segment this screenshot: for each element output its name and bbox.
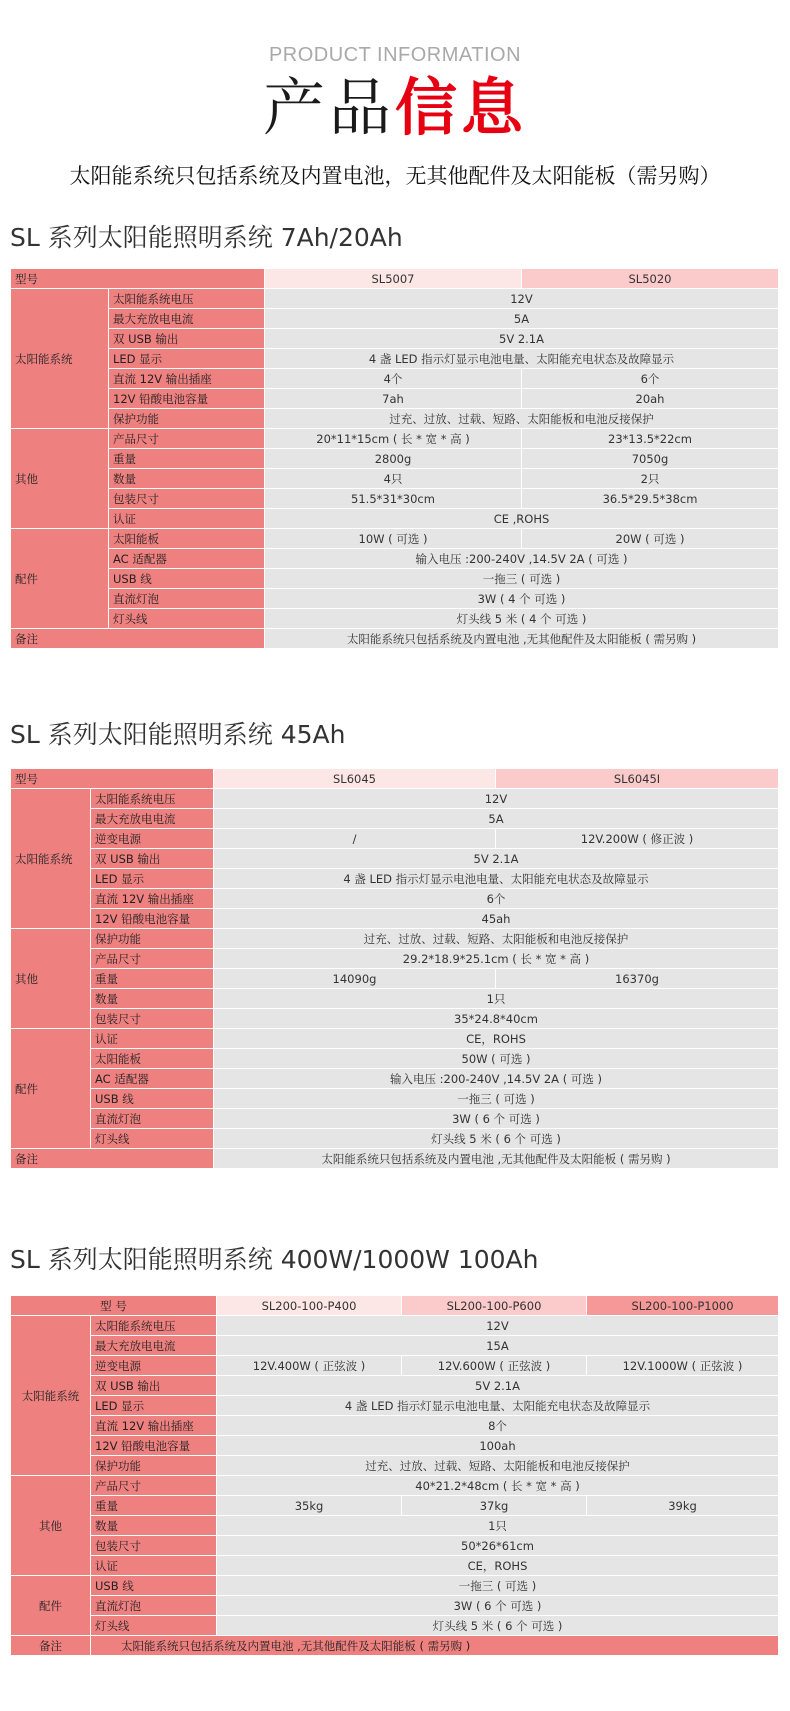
group-label-accessory: 配件 <box>11 1576 91 1636</box>
table-row <box>11 449 779 469</box>
table-row <box>11 969 779 989</box>
cell-value: 35kg <box>217 1496 402 1516</box>
cell-value: 5A <box>214 809 779 829</box>
row-label: 太阳能系统电压 <box>91 789 214 809</box>
cell-value: 14090g <box>214 969 496 989</box>
table-row <box>11 909 779 929</box>
group-label-solar: 太阳能系统 <box>11 1316 91 1476</box>
cell-value: 12V.200W ( 修正波 ) <box>496 829 779 849</box>
table-row <box>11 349 779 369</box>
row-label: 保护功能 <box>109 409 265 429</box>
cell-value: 输入电压 :200-240V ,14.5V 2A ( 可选 ) <box>214 1069 779 1089</box>
cell-value: / <box>214 829 496 849</box>
table-row <box>11 329 779 349</box>
cell-value: 50*26*61cm <box>217 1536 779 1556</box>
table-row <box>11 1049 779 1069</box>
table-row <box>11 1496 779 1516</box>
row-label: 数量 <box>91 1516 217 1536</box>
row-label: 数量 <box>91 989 214 1009</box>
model-name: SL6045I <box>496 769 779 789</box>
row-label: 灯头线 <box>91 1616 217 1636</box>
table-row <box>11 869 779 889</box>
cell-value: 100ah <box>217 1436 779 1456</box>
cell-value: 37kg <box>402 1496 587 1516</box>
cell-value: 3W ( 6 个 可选 ) <box>214 1109 779 1129</box>
table-row <box>11 949 779 969</box>
table-row <box>11 1129 779 1149</box>
cell-value: 40*21.2*48cm ( 长 * 宽 * 高 ) <box>217 1476 779 1496</box>
row-label: USB 线 <box>91 1089 214 1109</box>
row-label: 双 USB 输出 <box>91 1376 217 1396</box>
cell-value: 6个 <box>522 369 779 389</box>
table-row <box>11 1436 779 1456</box>
cell-value: 20*11*15cm ( 长 * 宽 * 高 ) <box>265 429 522 449</box>
table-row <box>11 1069 779 1089</box>
cell-value: 29.2*18.9*25.1cm ( 长 * 宽 * 高 ) <box>214 949 779 969</box>
model-label: 型号 <box>11 769 214 789</box>
row-label: 保护功能 <box>91 929 214 949</box>
table-row <box>11 1149 779 1169</box>
note-label: 备注 <box>11 1636 91 1656</box>
table-row <box>11 1356 779 1376</box>
row-label: 直流灯泡 <box>109 589 265 609</box>
table-row <box>11 489 779 509</box>
table-row <box>11 1556 779 1576</box>
row-label: 12V 铅酸电池容量 <box>91 909 214 929</box>
note-label: 备注 <box>11 629 265 649</box>
cell-value: CE，ROHS <box>217 1556 779 1576</box>
cell-value: 4个 <box>265 369 522 389</box>
cell-value: 灯头线 5 米 ( 6 个 可选 ) <box>217 1616 779 1636</box>
group-label-accessory: 配件 <box>11 529 109 629</box>
table-row <box>11 1376 779 1396</box>
cell-value: 7ah <box>265 389 522 409</box>
group-label-accessory: 配件 <box>11 1029 91 1149</box>
cell-value: 一拖三 ( 可选 ) <box>265 569 779 589</box>
cell-value: 15A <box>217 1336 779 1356</box>
row-label: 直流灯泡 <box>91 1109 214 1129</box>
row-label: 包装尺寸 <box>91 1536 217 1556</box>
row-label: 灯头线 <box>109 609 265 629</box>
row-label: 12V 铅酸电池容量 <box>91 1436 217 1456</box>
table-row <box>11 1456 779 1476</box>
cell-value: 12V <box>214 789 779 809</box>
table-row <box>11 809 779 829</box>
row-label: 最大充放电电流 <box>91 809 214 829</box>
group-label-other: 其他 <box>11 929 91 1029</box>
table-row <box>11 1636 779 1656</box>
table3 <box>10 1295 779 1656</box>
row-label: 12V 铅酸电池容量 <box>109 389 265 409</box>
group-label-other: 其他 <box>11 429 109 529</box>
header-en-title: PRODUCT INFORMATION <box>268 44 522 66</box>
cell-value: 2只 <box>522 469 779 489</box>
cell-value: 1只 <box>217 1516 779 1536</box>
model-label: 型号 <box>11 269 265 289</box>
row-label: AC 适配器 <box>91 1069 214 1089</box>
table-row <box>11 989 779 1009</box>
row-label: LED 显示 <box>91 869 214 889</box>
table2 <box>10 768 779 1169</box>
table-row <box>11 309 779 329</box>
cell-value: 12V.600W ( 正弦波 ) <box>402 1356 587 1376</box>
cell-value: 过充、过放、过载、短路、太阳能板和电池反接保护 <box>217 1456 779 1476</box>
table-row <box>11 789 779 809</box>
cell-value: 10W ( 可选 ) <box>265 529 522 549</box>
cell-value: 5V 2.1A <box>214 849 779 869</box>
table-row <box>11 469 779 489</box>
note-label: 备注 <box>11 1149 214 1169</box>
row-label: 数量 <box>109 469 265 489</box>
cell-value: 1只 <box>214 989 779 1009</box>
cell-value: 灯头线 5 米 ( 6 个 可选 ) <box>214 1129 779 1149</box>
row-label: 太阳能系统电压 <box>91 1316 217 1336</box>
table1-title: SL 系列太阳能照明系统 7Ah/20Ah <box>10 223 403 252</box>
row-label: 太阳能板 <box>109 529 265 549</box>
row-label: 最大充放电电流 <box>91 1336 217 1356</box>
row-label: 认证 <box>109 509 265 529</box>
table-row <box>11 1596 779 1616</box>
group-label-solar: 太阳能系统 <box>11 789 91 929</box>
note-text: 太阳能系统只包括系统及内置电池 ,无其他配件及太阳能板 ( 需另购 ) <box>214 1149 779 1169</box>
table-row <box>11 929 779 949</box>
cell-value: 4只 <box>265 469 522 489</box>
table-row <box>11 1416 779 1436</box>
row-label: 产品尺寸 <box>109 429 265 449</box>
model-name: SL6045 <box>214 769 496 789</box>
row-label: LED 显示 <box>91 1396 217 1416</box>
table2-title: SL 系列太阳能照明系统 45Ah <box>10 720 346 749</box>
cell-value: 50W ( 可选 ) <box>214 1049 779 1069</box>
row-label: 灯头线 <box>91 1129 214 1149</box>
cell-value: 输入电压 :200-240V ,14.5V 2A ( 可选 ) <box>265 549 779 569</box>
table1 <box>10 268 779 649</box>
table-row <box>11 769 779 789</box>
title-red-part: 信息 <box>395 71 528 144</box>
row-label: AC 适配器 <box>109 549 265 569</box>
cell-value: 5A <box>265 309 779 329</box>
cell-value: 36.5*29.5*38cm <box>522 489 779 509</box>
cell-value: 16370g <box>496 969 779 989</box>
cell-value: 12V <box>217 1316 779 1336</box>
row-label: 直流 12V 输出插座 <box>91 889 214 909</box>
cell-value: CE ,ROHS <box>265 509 779 529</box>
table-row <box>11 1576 779 1596</box>
row-label: 产品尺寸 <box>91 1476 217 1496</box>
table-row <box>11 429 779 449</box>
cell-value: 一拖三 ( 可选 ) <box>217 1576 779 1596</box>
cell-value: 39kg <box>587 1496 779 1516</box>
cell-value: 20W ( 可选 ) <box>522 529 779 549</box>
row-label: 重量 <box>91 969 214 989</box>
table-row <box>11 509 779 529</box>
cell-value: 一拖三 ( 可选 ) <box>214 1089 779 1109</box>
row-label: 太阳能系统电压 <box>109 289 265 309</box>
model-name: SL5020 <box>522 269 779 289</box>
row-label: 认证 <box>91 1556 217 1576</box>
title-black-part: 产品 <box>262 71 395 144</box>
cell-value: 6个 <box>214 889 779 909</box>
table-row <box>11 829 779 849</box>
cell-value: 3W ( 6 个 可选 ) <box>217 1596 779 1616</box>
row-label: 包装尺寸 <box>109 489 265 509</box>
header-cn-title <box>0 70 790 146</box>
table-row <box>11 1089 779 1109</box>
model-label: 型 号 <box>11 1296 217 1316</box>
row-label: 太阳能板 <box>91 1049 214 1069</box>
table-row <box>11 569 779 589</box>
table-row <box>11 1516 779 1536</box>
table-row <box>11 1536 779 1556</box>
table-row <box>11 1109 779 1129</box>
table3-title: SL 系列太阳能照明系统 400W/1000W 100Ah <box>10 1245 539 1274</box>
cell-value: 5V 2.1A <box>217 1376 779 1396</box>
row-label: 包装尺寸 <box>91 1009 214 1029</box>
cell-value: 12V.400W ( 正弦波 ) <box>217 1356 402 1376</box>
row-label: 直流灯泡 <box>91 1596 217 1616</box>
row-label: 重量 <box>91 1496 217 1516</box>
table-row <box>11 269 779 289</box>
note-text: 太阳能系统只包括系统及内置电池 ,无其他配件及太阳能板 ( 需另购 ) <box>91 1636 779 1656</box>
row-label: 直流 12V 输出插座 <box>109 369 265 389</box>
row-label: 认证 <box>91 1029 214 1049</box>
table-row <box>11 1396 779 1416</box>
table-row <box>11 1616 779 1636</box>
table-row <box>11 369 779 389</box>
table-row <box>11 529 779 549</box>
row-label: 最大充放电电流 <box>109 309 265 329</box>
model-name: SL5007 <box>265 269 522 289</box>
row-label: 逆变电源 <box>91 1356 217 1376</box>
row-label: USB 线 <box>109 569 265 589</box>
table-row <box>11 1476 779 1496</box>
row-label: 产品尺寸 <box>91 949 214 969</box>
cell-value: 51.5*31*30cm <box>265 489 522 509</box>
row-label: USB 线 <box>91 1576 217 1596</box>
cell-value: 35*24.8*40cm <box>214 1009 779 1029</box>
table-row <box>11 1296 779 1316</box>
group-label-solar: 太阳能系统 <box>11 289 109 429</box>
row-label: 直流 12V 输出插座 <box>91 1416 217 1436</box>
row-label: 逆变电源 <box>91 829 214 849</box>
table-row <box>11 1316 779 1336</box>
group-label-other: 其他 <box>11 1476 91 1576</box>
cell-value: 5V 2.1A <box>265 329 779 349</box>
model-name: SL200-100-P600 <box>402 1296 587 1316</box>
cell-value: 7050g <box>522 449 779 469</box>
cell-value: 12V.1000W ( 正弦波 ) <box>587 1356 779 1376</box>
cell-value: 12V <box>265 289 779 309</box>
table-row <box>11 1009 779 1029</box>
cell-value: 过充、过放、过载、短路、太阳能板和电池反接保护 <box>265 409 779 429</box>
row-label: 重量 <box>109 449 265 469</box>
table-row <box>11 889 779 909</box>
row-label: 双 USB 输出 <box>91 849 214 869</box>
table-row <box>11 1029 779 1049</box>
table-row <box>11 589 779 609</box>
header-description: 太阳能系统只包括系统及内置电池，无其他配件及太阳能板（需另购） <box>69 164 721 188</box>
row-label: LED 显示 <box>109 349 265 369</box>
table-row <box>11 609 779 629</box>
row-label: 保护功能 <box>91 1456 217 1476</box>
note-text: 太阳能系统只包括系统及内置电池 ,无其他配件及太阳能板 ( 需另购 ) <box>265 629 779 649</box>
model-name: SL200-100-P1000 <box>587 1296 779 1316</box>
table-row <box>11 409 779 429</box>
table-row <box>11 849 779 869</box>
cell-value: 8个 <box>217 1416 779 1436</box>
cell-value: 45ah <box>214 909 779 929</box>
table-row <box>11 1336 779 1356</box>
row-label: 双 USB 输出 <box>109 329 265 349</box>
table-row <box>11 389 779 409</box>
cell-value: 过充、过放、过载、短路、太阳能板和电池反接保护 <box>214 929 779 949</box>
table-row <box>11 289 779 309</box>
table-row <box>11 629 779 649</box>
cell-value: 2800g <box>265 449 522 469</box>
cell-value: 20ah <box>522 389 779 409</box>
cell-value: 4 盏 LED 指示灯显示电池电量、太阳能充电状态及故障显示 <box>217 1396 779 1416</box>
model-name: SL200-100-P400 <box>217 1296 402 1316</box>
cell-value: 4 盏 LED 指示灯显示电池电量、太阳能充电状态及故障显示 <box>214 869 779 889</box>
cell-value: CE，ROHS <box>214 1029 779 1049</box>
cell-value: 23*13.5*22cm <box>522 429 779 449</box>
table-row <box>11 549 779 569</box>
cell-value: 灯头线 5 米 ( 4 个 可选 ) <box>265 609 779 629</box>
cell-value: 4 盏 LED 指示灯显示电池电量、太阳能充电状态及故障显示 <box>265 349 779 369</box>
cell-value: 3W ( 4 个 可选 ) <box>265 589 779 609</box>
